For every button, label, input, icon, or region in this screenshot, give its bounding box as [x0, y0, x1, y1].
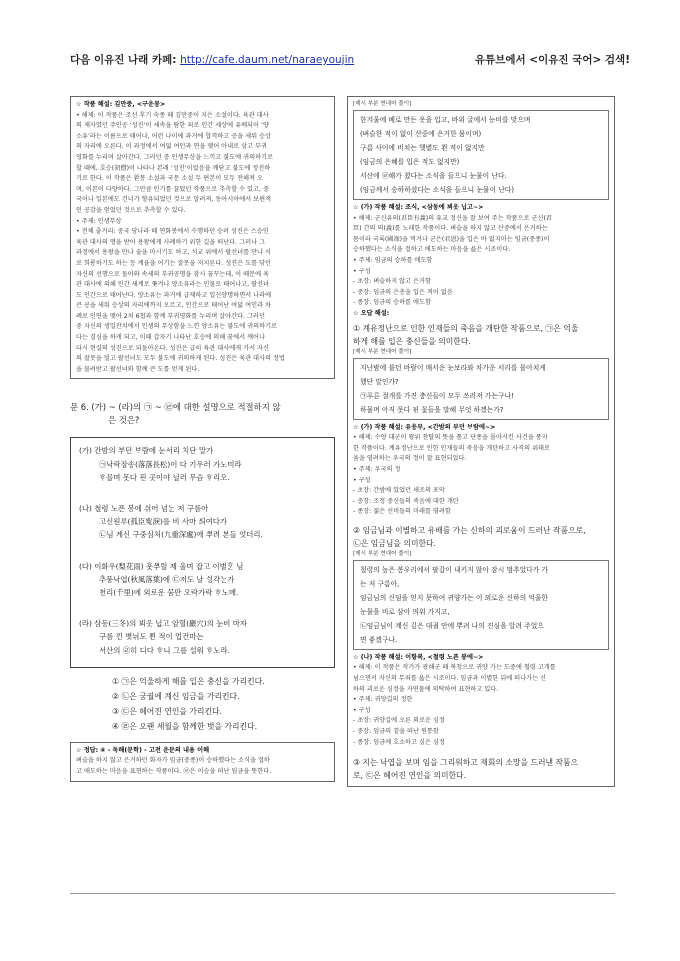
- section-line: - 종장: 임금께 호소하고 싶은 심정: [353, 738, 445, 746]
- section-body-jo-sik: [353, 214, 609, 309]
- commentary-line: 영화를 누리며 살아간다. 그러던 중 인생무상을 느끼고 불도에 귀의하기로: [76, 153, 274, 161]
- literature-box: [70, 437, 335, 667]
- commentary-line: 의 자리에 오른다. 이 과정에서 여덟 여인과 연을 맺어 아내로 삼고 부귀: [76, 143, 267, 151]
- section-line: • 해제: 군신유의(君臣有義)의 유교 정신을 잘 보여 주는 작품으로 군신(君: [353, 214, 553, 222]
- choice-3[interactable]: ③ ㉢은 헤어진 연인을 가리킨다.: [112, 706, 223, 716]
- commentary-line: 할 때에, 호승(胡僧)이 나타나 본래 ‘성진’이었음을 깨닫고 불도에 정진하: [76, 164, 271, 172]
- poem-line: 구름 낀 볏뉘도 쬔 적이 업건마는: [99, 632, 204, 642]
- poem-line: 천리(千里)에 외로운 ᄭᅮᆷ만 오락가락 ᄒᆞ노매.: [99, 588, 239, 598]
- question-title: [70, 401, 335, 427]
- commentary-line: 례로 인연을 맺어 2처 6첩과 함께 부귀영화를 누리며 살아간다. 그러던: [76, 312, 265, 320]
- poem-line: 고신원루(孤臣寃淚)를 비 사마 ᄯᅴ여다가: [99, 517, 228, 527]
- section-line: 하의 괴로운 심정을 자연물에 의탁하여 표현하고 있다.: [353, 685, 499, 693]
- cafe-label: 다음 이유진 나래 카페:: [70, 54, 181, 66]
- translation-line: 임금님의 신임을 얻지 못하여 귀양가는 이 외로운 신하의 억울한: [360, 593, 548, 602]
- translation-line: (벼슬한 적이 없이 산중에 은거한 몸이며): [360, 130, 482, 138]
- stanza-da: [79, 560, 326, 600]
- answer-line: 벼슬을 하지 않고 은거하던 화자가 임금(중종)이 승하했다는 소식을 접하: [76, 757, 270, 765]
- section-body-yu: [353, 433, 609, 518]
- answer-body: [76, 756, 329, 777]
- translation-passage-ra: [353, 110, 609, 200]
- answer-choices: [70, 674, 335, 734]
- commentary-line: 다는 결심을 하게 되고, 이때 갑자기 나타난 호승에 의해 꿈에서 깨어나: [76, 334, 265, 342]
- translation-line: 한겨울에 베로 만든 옷을 입고, 바위 굴에서 눈비를 맞으며: [360, 116, 531, 124]
- translation-line: (임금의 은혜를 입은 적도 없지만): [360, 158, 460, 166]
- commentary-title: ☆ 작품 해설: 김만중, <구운몽>: [76, 101, 166, 108]
- section-line: • 주제: 귀양길의 정한: [353, 696, 413, 704]
- commentary-line: 도 인간으로 태어난다. 양소유는 과거에 급제하고 입신양명하면서 나라에: [76, 291, 272, 299]
- poem-line: (가) 간밤의 부던 ᄇᆞ람에 눈서리 치단 말가: [79, 446, 214, 456]
- translation-line: 하물며 아직 못다 핀 꽃들을 말해 무엇 하겠는가?: [360, 405, 504, 414]
- poem-line: (나) 철령 노픈 봉에 쉬어 넘ᄂᆞᆫ 저 구름아: [79, 504, 209, 514]
- translation-line: ㉠푸른 절개를 가진 충신들이 모두 쓰러져 가는구나!: [360, 391, 514, 400]
- commentary-line: • 해제: 이 작품은 조선 후기 숙종 때 김만중이 지은 소설이다. 육관 대사: [76, 111, 269, 119]
- section-title-jo-sik: ☆ (가) 작품 해설: 조식, <삼동에 뵈옷 닙고~>: [353, 204, 484, 211]
- section-line: 몸이라 국록(國祿)을 먹거나 군은(君恩)을 입은 바 없지마는 임금(중종)이: [353, 235, 550, 243]
- section-line: - 종장: 젊은 선비들의 미래를 염려함: [353, 508, 451, 516]
- section-line: • 해제: 수양 대군이 왕위 찬탈의 뜻을 품고 단종을 몰아시킨 사건을 풍자: [353, 434, 548, 442]
- cafe-link[interactable]: http://cafe.daum.net/naraeyoujin: [180, 54, 355, 66]
- translation-line: 구름 사이에 비치는 햇볕도 쬔 적이 없지만: [360, 144, 485, 152]
- translation-line: 했단 말인가?: [360, 377, 399, 386]
- wrong-answer-line: ③ 지는 낙엽을 보며 임을 그리워하고 재회의 소망을 드러낸 작품으: [353, 758, 579, 768]
- translation-passage-na: [353, 560, 609, 650]
- poem-line: 서산의 ㉣히 디다 ᄒᆞ니 그를 설워 ᄒᆞ노라.: [99, 645, 230, 655]
- translation-line: 눈물을 비로 삼아 띄워 가지고,: [360, 607, 450, 616]
- wrong-answer-title: ☆ 오답 해설:: [353, 309, 390, 317]
- section-line: 승하했다는 소식을 접하고 애도하는 마음을 읊은 시조이다.: [353, 246, 511, 254]
- section-line: - 중장: 조정 중신들의 죽음에 대한 개탄: [353, 497, 459, 505]
- right-column: [347, 96, 615, 787]
- footer-divider: [70, 893, 615, 894]
- commentary-line: 큰 공을 세워 승상의 자리에까지 오르고, 인간으로 태어난 여덟 여인과 차: [76, 302, 271, 310]
- section-line: 넘으면서 자신의 무죄를 읊은 시조이다. 임금과 이별한 뒤에 떠나가는 신: [353, 675, 547, 683]
- commentary-box-guunmong: [70, 96, 335, 379]
- translation-line: 서산에 ㉣해가 졌다는 소식을 들으니 눈물이 난다.: [360, 172, 507, 180]
- commentary-line: 로 희롱하기도 하는 등 계율을 어기는 잘못을 저지른다. 성진은 도를 닦던: [76, 259, 271, 267]
- stanza-ga: [79, 444, 326, 484]
- section-line: - 초장: 귀양길에 오른 외로운 심정: [353, 717, 445, 725]
- section-line: - 중장: 임금의 곁을 떠난 원통함: [353, 728, 439, 736]
- translation-line: 지난밤에 불던 바람이 매서운 눈보라와 차가운 서리를 몰아치게: [360, 363, 546, 372]
- commentary-line: 며, 이본이 다양하다. 그만큼 인기를 끌었던 작품으로 추측할 수 있고, 중: [76, 185, 269, 193]
- translation-line: (임금께서 승하하셨다는 소식을 들으니 눈물이 난다): [360, 186, 514, 194]
- cafe-info: [70, 52, 354, 67]
- wrong-answer-line: 하게 해를 입은 충신들을 의미한다.: [353, 336, 471, 346]
- commentary-body: [76, 111, 329, 376]
- modern-translation-tag-2: [제시 부분 현대어 풀이]: [353, 348, 412, 355]
- wrong-answer-line: ㉡은 임금님을 의미한다.: [353, 538, 437, 548]
- commentary-line: 인 공감을 얻었던 것으로 추측할 수 있다.: [76, 206, 186, 214]
- section-line: • 구성: [353, 706, 371, 714]
- commentary-line: • 주제: 인생무상: [76, 217, 122, 225]
- commentary-line: 관 대사에 의해 인간 세계로 쫓겨나 양소유라는 인물로 태어나고, 팔선녀: [76, 281, 270, 289]
- commentary-line: 육관 대사의 명을 받아 용왕에게 사례하기 위한 길을 떠난다. 그러나 그: [76, 238, 265, 246]
- poem-line: ᄒᆞ믈며 못다 핀 곳이야 닐러 무슴 ᄒᆞ리오.: [99, 472, 230, 482]
- commentary-line: 중 자신의 생일잔치에서 인생의 무상함을 느낀 양소유는 불도에 귀의하기로: [76, 323, 278, 331]
- answer-line: 고 애도하는 마음을 표현하는 작품이다. ㉣은 이승을 떠난 임금을 뜻한다.: [76, 768, 272, 776]
- section-body-lee: [353, 663, 609, 748]
- commentary-line: 을 물려받고 팔선녀와 함께 큰 도를 얻게 된다.: [76, 365, 200, 373]
- poem-line: 추풍낙엽(秋風落葉)에 ㉢저도 날 ᄉᆡᆼ각ᄂᆞᆫ가: [99, 574, 235, 584]
- choice-2[interactable]: ② ㉡은 궁궐에 계신 임금을 가리킨다.: [112, 691, 240, 701]
- poem-line: (라) 삼동(三冬)의 뵈옷 닙고 암혈(巖穴)의 눈비 마자: [79, 619, 248, 629]
- modern-translation-tag: [제시 부분 현대어 풀이]: [353, 101, 412, 107]
- commentary-line: 의 잘못을 빌고 팔선녀도 모두 불도에 귀의하게 된다. 성진은 육관 대사의 정법: [76, 355, 285, 363]
- question-line-2: 은 것은?: [108, 415, 140, 426]
- poem-line: ㉠낙락장송(落落長松)이 다 기우러 가노미라: [99, 459, 242, 469]
- choice-4[interactable]: ④ ㉣은 오랜 세월을 함께한 벗을 가리킨다.: [112, 721, 258, 731]
- wrong-answer-1: [353, 322, 609, 348]
- section-line: • 구성: [353, 267, 371, 275]
- wrong-answer-line: ① 계유정난으로 인한 인재들의 죽음을 개탄한 작품으로, ㉠은 억울: [353, 323, 579, 333]
- section-line: - 중장: 임금의 은총을 입은 적이 없음: [353, 288, 453, 296]
- section-line: - 종장: 임금의 승하를 애도함: [353, 299, 431, 307]
- commentary-line: 과정에서 용왕을 만나 술을 마시기도 하고, 석교 위에서 팔선녀를 만나 서: [76, 249, 271, 257]
- commentary-line: • 전체 줄거리: 중국 당나라 때 연화봉에서 수행하던 승려 성진은 스승인: [76, 228, 269, 236]
- commentary-line: 의 제자였던 주인공 ‘성진’이 세속을 탐한 죄로 인간 세상에 유배되어 ‘양: [76, 122, 269, 130]
- wrong-answer-line: ② 임금님과 이별하고 유배를 가는 신하의 괴로움이 드러난 작품으로,: [353, 525, 586, 535]
- youtube-info: 유튜브에서 <이유진 국어> 검색!: [474, 54, 630, 66]
- left-column: [70, 96, 335, 782]
- modern-translation-tag-3: [제시 부분 현대어 풀이]: [353, 550, 412, 557]
- wrong-answer-line: 로, ㉢은 헤어진 연인을 의미한다.: [353, 771, 467, 781]
- wrong-answer-3: [353, 756, 609, 782]
- section-line: - 초장: 벼슬하지 않고 은거함: [353, 278, 431, 286]
- section-line: - 초장: 간밤에 있었던 세조의 포악: [353, 487, 445, 495]
- section-line: • 주제: 우국의 정: [353, 465, 401, 473]
- section-title-yu: ☆ (가) 작품 해설: 유응부, <간밤의 부던 ᄇᆞ람에~>: [353, 423, 496, 431]
- section-line: • 해제: 이 작품은 작가가 광해군 때 북청으로 귀양 가는 도중에 철령 고개를: [353, 664, 556, 672]
- stanza-ra: [79, 617, 326, 657]
- section-line: 한 작품이다. 계유정난으로 인한 인재들의 죽음을 개탄하고 사직의 위태로: [353, 444, 551, 452]
- commentary-box-right: [347, 96, 615, 787]
- section-title-lee: ☆ (나) 작품 해설: 이항복, <철령 노픈 봉에~>: [353, 653, 484, 661]
- wrong-answer-2: [353, 524, 609, 550]
- section-line: 움을 염려하는 우국의 정이 잘 표현되었다.: [353, 455, 467, 463]
- answer-box: [70, 742, 335, 782]
- translation-line: 면 좋겠구나.: [360, 635, 398, 644]
- poem-line: (다) 이화우(梨花雨) 흣ᄲᅮ릴 제 울며 잡고 이별ᄒᆞᆫ 님: [79, 561, 244, 571]
- commentary-line: 기로 한다. 이 작품은 환몽 소설과 국문 소설 두 편본이 모두 전해져 오: [76, 175, 263, 183]
- translation-line: 철령의 높은 봉우리에서 팔갑이 내키지 않아 잠시 멈추었다가 가: [360, 565, 548, 574]
- stanza-na: [79, 502, 326, 542]
- page-header: [70, 52, 630, 70]
- answer-title: ☆ 정답: ④ - 독해(문학) - 고전 운문의 내용 이해: [76, 746, 210, 754]
- commentary-line: 국이나 일본에도 건너가 향유되었던 것으로 알려져, 동아시아에서 보편적: [76, 196, 272, 204]
- question-line-1: 문 6. (가) ~ (라)의 ㉠ ~ ㉣에 대한 설명으로 적절하지 않: [70, 402, 281, 413]
- section-line: 臣) 간의 의(義)를 노래한 작품이다. 벼슬을 하지 않고 산중에서 은거하는: [353, 225, 548, 233]
- section-line: • 구성: [353, 476, 371, 484]
- translation-line: 는 저 구름아,: [360, 579, 400, 588]
- commentary-line: 소유’라는 이름으로 태어나, 어린 나이에 과거에 합격하고 공을 세워 승상: [76, 132, 271, 140]
- commentary-line: 자신의 선행으로 돌아와 속세의 부귀공명을 잠시 꿈꾸는데, 이 때문에 육: [76, 270, 270, 278]
- choice-1[interactable]: ① ㉠은 억울하게 해를 입은 충신을 가리킨다.: [112, 676, 265, 686]
- commentary-line: 다시 현실의 성진으로 되돌아온다. 성진은 급히 육관 대사에게 가서 자신: [76, 344, 270, 352]
- translation-line: ㉡임금님이 계신 깊은 대궐 안에 뿌려 나의 진심을 알려 주었으: [360, 621, 544, 630]
- poem-line: ㉡님 계신 구중심처(九重深處)에 ᄲᅮ려 본들 엇더리.: [99, 530, 263, 540]
- section-line: • 주제: 임금의 승하를 애도함: [353, 256, 433, 264]
- translation-passage-ga: [353, 358, 609, 420]
